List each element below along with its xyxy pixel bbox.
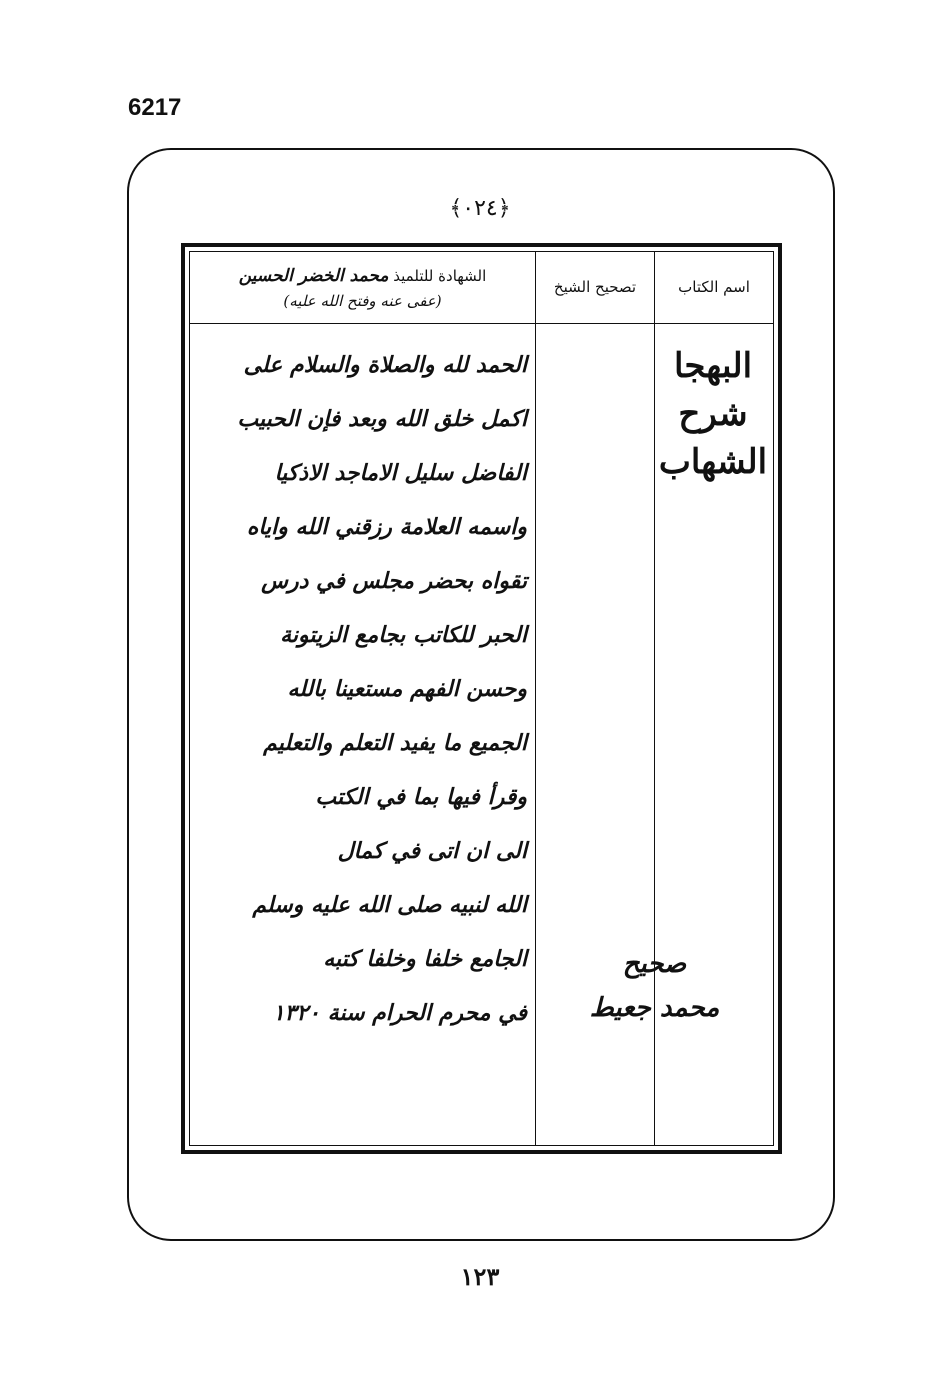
- certificate-line: وقرأ فيها بما في الكتب: [315, 784, 527, 810]
- certificate-header-line1: [239, 266, 487, 286]
- certificate-line: اكمل خلق الله وبعد فإن الحبيب: [237, 406, 527, 432]
- certificate-line: الجامع خلفا وخلفا كتبه: [323, 946, 527, 972]
- certificate-prefix: الشهادة للتلميذ: [393, 267, 487, 285]
- certificate-number: ﴿٠٢٤﴾: [449, 196, 511, 221]
- header-sheikh-correction: تصحيح الشيخ: [553, 278, 637, 296]
- certificate-line: واسمه العلامة رزقني الله واياه: [246, 514, 527, 540]
- sheikh-signature-line: صحيح: [622, 949, 687, 979]
- header-certificate: [190, 252, 535, 336]
- certificate-line: الحبر للكاتب بجامع الزيتونة: [280, 622, 527, 648]
- page-identifier: 6217: [128, 94, 182, 121]
- certificate-line: في محرم الحرام سنة ١٣٢٠: [272, 1000, 527, 1026]
- certificate-table: [181, 243, 782, 1154]
- certificate-line: الله لنبيه صلى الله عليه وسلم: [252, 892, 527, 918]
- certificate-line: الفاضل سليل الاماجد الاذكيا: [274, 460, 527, 486]
- certificate-header-line2: (عفى عنه وفتح الله عليه): [283, 292, 442, 310]
- sheikh-signature-line: محمد جعيط: [589, 993, 720, 1023]
- certificate-text: [190, 338, 535, 1040]
- book-name-line: شرح: [678, 394, 748, 434]
- table-inner-border: [189, 251, 774, 1146]
- certificate-line: الى ان اتى في كمال: [337, 838, 527, 864]
- book-name-line: البهجا: [673, 346, 753, 386]
- certificate-line: الحمد لله والصلاة والسلام على: [243, 352, 527, 378]
- sheikh-signature: [536, 942, 773, 1030]
- book-name-line: الشهاب: [658, 442, 768, 482]
- book-name-cell: [655, 342, 771, 486]
- header-book-name: اسم الكتاب: [678, 278, 750, 296]
- certificate-line: الجميع ما يفيد التعلم والتعليم: [263, 730, 527, 756]
- certificate-line: وحسن الفهم مستعينا بالله: [287, 676, 527, 702]
- page-number: ١٢٣: [460, 1262, 500, 1291]
- student-name: محمد الخضر الحسين: [238, 266, 389, 286]
- certificate-line: تقواه بحضر مجلس في درس: [261, 568, 527, 594]
